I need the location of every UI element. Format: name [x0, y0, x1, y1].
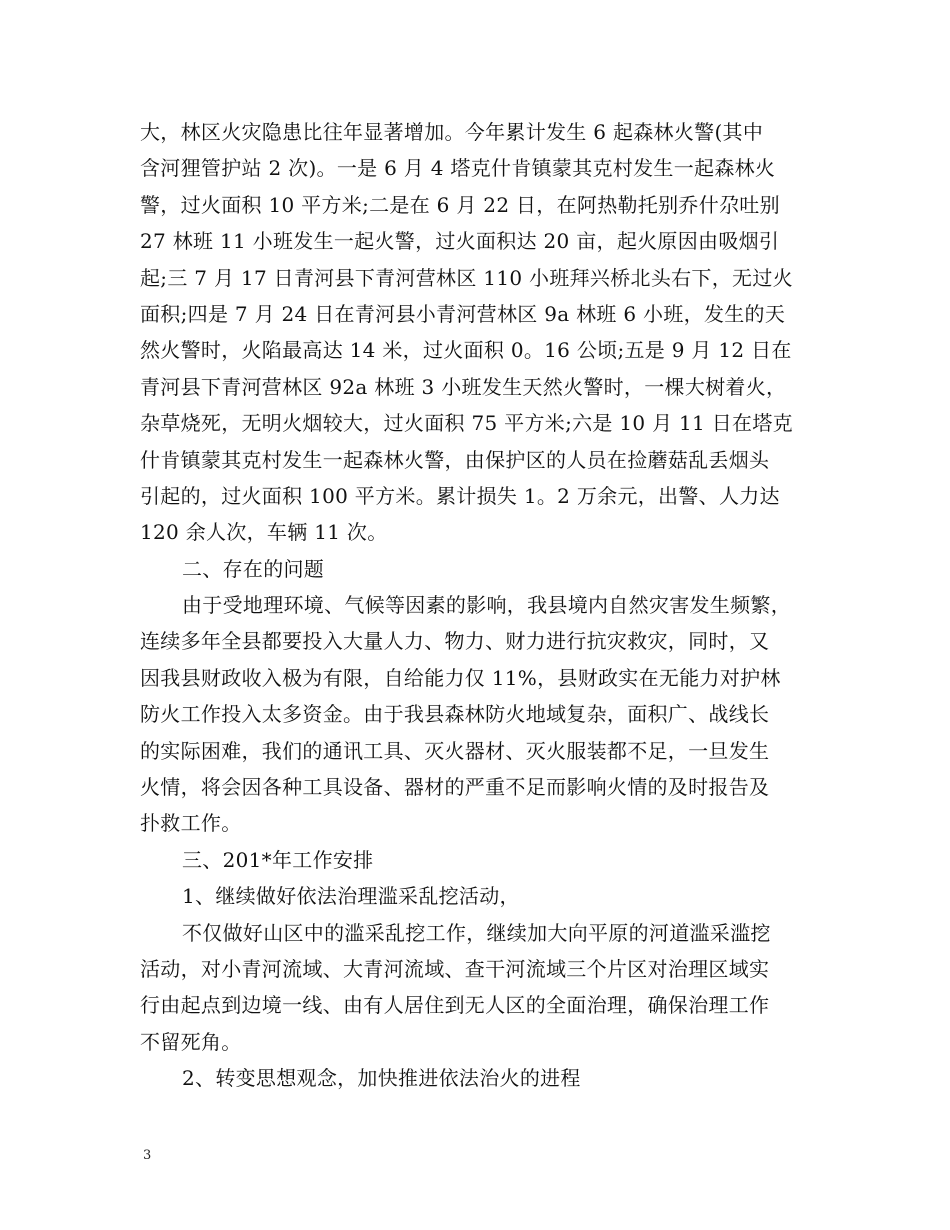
text-line: 连续多年全县都要投入大量人力、物力、财力进行抗灾救灾，同时，又 [140, 629, 770, 654]
text-line: 不留死角。 [140, 1029, 242, 1054]
text-line: 然火警时，火陷最高达 14 米，过火面积 0。16 公顷;五是 9 月 12 日在 [140, 338, 792, 363]
subsection-heading: 2、转变思想观念，加快推进依法治火的进程 [182, 1066, 581, 1091]
text-line: 火情，将会因各种工具设备、器材的严重不足而影响火情的及时报告及 [140, 775, 770, 800]
text-line: 大，林区火灾隐患比往年显著增加。今年累计发生 6 起森林火警(其中 [140, 120, 764, 144]
text-line: 什肯镇蒙其克村发生一起森林火警，由保护区的人员在捡蘑菇乱丢烟头 [140, 447, 770, 472]
text-line: 杂草烧死，无明火烟较大，过火面积 75 平方米;六是 10 月 11 日在塔克 [140, 411, 793, 436]
text-line: 起;三 7 月 17 日青河县下青河营林区 110 小班拜兴桥北头右下，无过火 [140, 265, 793, 290]
text-line: 含河狸管护站 2 次)。一是 6 月 4 塔克什肯镇蒙其克村发生一起森林火 [140, 156, 776, 181]
text-line: 防火工作投入太多资金。由于我县森林防火地域复杂，面积广、战线长 [140, 702, 770, 727]
text-line: 警，过火面积 10 平方米;二是在 6 月 22 日，在阿热勒托别乔什尕吐别 [140, 192, 780, 217]
text-line: 不仅做好山区中的滥采乱挖工作，继续加大向平原的河道滥采滥挖 [182, 920, 771, 945]
text-line: 27 林班 11 小班发生一起火警，过火面积达 20 亩，起火原因由吸烟引 [140, 229, 780, 254]
text-line: 的实际困难，我们的通讯工具、灭火器材、灭火服装都不足，一旦发生 [140, 738, 770, 763]
body-text [140, 114, 820, 1097]
page-number: 3 [143, 1148, 152, 1163]
text-line: 面积;四是 7 月 24 日在青河县小青河营林区 9a 林班 6 小班，发生的天 [140, 301, 786, 326]
subsection-heading: 1、继续做好依法治理滥采乱挖活动， [182, 884, 520, 909]
text-line: 扑救工作。 [140, 811, 242, 836]
text-line: 活动，对小青河流域、大青河流域、查干河流域三个片区对治理区域实 [140, 956, 770, 981]
section-heading: 三、201*年工作安排 [182, 847, 374, 872]
text-line: 因我县财政收入极为有限，自给能力仅 11%，县财政实在无能力对护林 [140, 665, 781, 690]
text-line: 青河县下青河营林区 92a 林班 3 小班发生天然火警时，一棵大树着火， [140, 374, 787, 399]
text-line: 120 余人次，车辆 11 次。 [140, 520, 388, 545]
text-line: 由于受地理环境、气候等因素的影响，我县境内自然灾害发生频繁， [182, 593, 791, 618]
text-line: 引起的，过火面积 100 平方米。累计损失 1。2 万余元，出警、人力达 [140, 483, 780, 508]
text-line: 行由起点到边境一线、由有人居住到无人区的全面治理，确保治理工作 [140, 993, 770, 1018]
section-heading: 二、存在的问题 [182, 556, 325, 581]
